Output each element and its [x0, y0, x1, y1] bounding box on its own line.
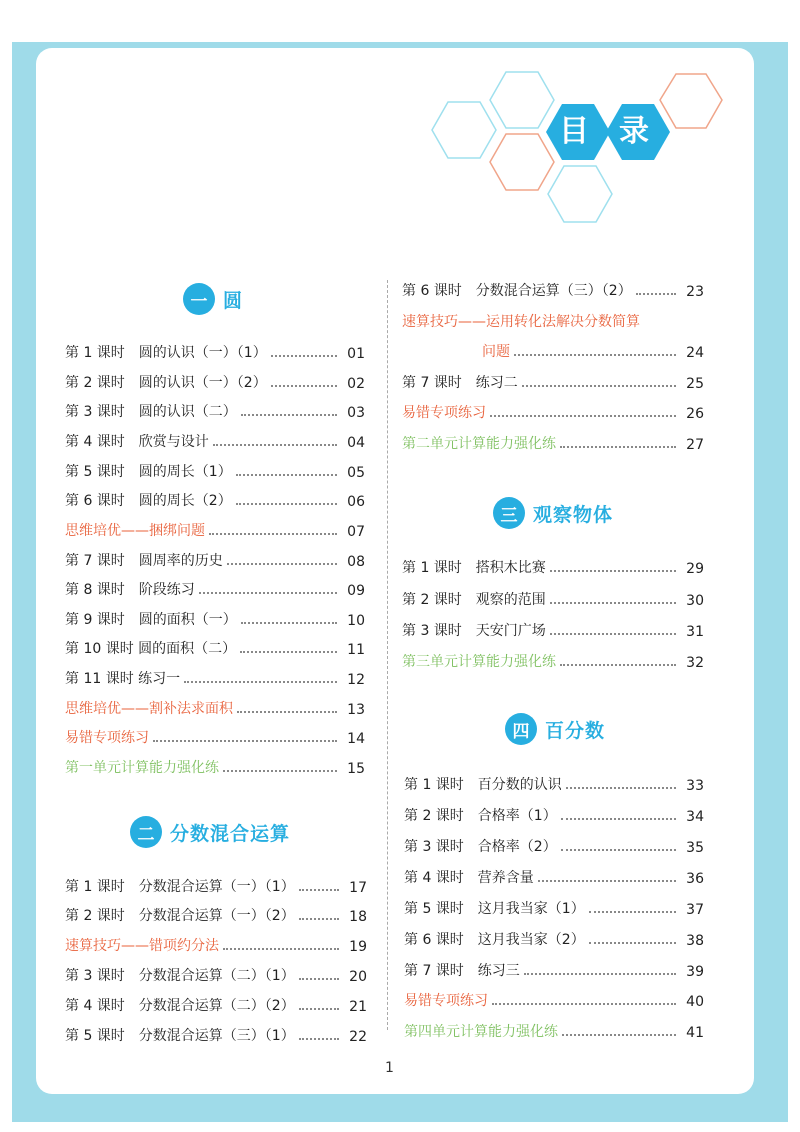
toc-entry-label: 易错专项练习: [404, 993, 488, 1009]
toc-entry[interactable]: [65, 965, 367, 985]
toc-entry-special[interactable]: [65, 757, 365, 777]
dot-leader: [299, 978, 339, 980]
toc-entry-page: 01: [347, 346, 365, 362]
toc-entry[interactable]: [65, 609, 365, 629]
toc-entry[interactable]: [65, 579, 365, 599]
page-number: 1: [385, 1060, 394, 1076]
toc-entry[interactable]: [65, 342, 365, 362]
dot-leader: [271, 385, 337, 387]
toc-entry[interactable]: [65, 550, 365, 570]
toc-entry-label: 第 10 课时 圆的面积（二）: [65, 641, 237, 657]
toc-entry[interactable]: [65, 431, 365, 451]
section-title: 百分数: [545, 719, 606, 742]
toc-entry[interactable]: [65, 461, 365, 481]
toc-entry[interactable]: [402, 589, 704, 609]
toc-entry-page: 19: [349, 939, 367, 955]
toc-entry-page: 23: [686, 284, 704, 300]
toc-entry[interactable]: [404, 898, 704, 918]
toc-entry-label: 第 2 课时 圆的认识（一）（2）: [65, 375, 267, 391]
toc-entry-page: 26: [686, 406, 704, 422]
toc-entry-page: 06: [347, 494, 365, 510]
toc-entry-label: 第 2 课时 合格率（1）: [404, 808, 557, 824]
dot-leader: [240, 651, 337, 653]
dot-leader: [213, 444, 337, 446]
toc-entry-page: 37: [686, 902, 704, 918]
dot-leader: [550, 602, 676, 604]
toc-entry-page: 30: [686, 593, 704, 609]
section-badge: 三: [493, 497, 525, 529]
section-header-2: [130, 816, 290, 848]
toc-title-char-2: 录: [619, 114, 649, 149]
toc-entry[interactable]: [65, 668, 365, 688]
toc-entry-label: 第 7 课时 练习二: [402, 375, 518, 391]
dot-leader: [538, 880, 676, 882]
toc-entry-label: 速算技巧——运用转化法解决分数简算: [402, 314, 640, 330]
toc-entry-page: 34: [686, 809, 704, 825]
toc-entry-page: 18: [349, 909, 367, 925]
toc-entry-label: 第一单元计算能力强化练: [65, 760, 219, 776]
dot-leader: [153, 740, 337, 742]
toc-entry[interactable]: [65, 638, 365, 658]
toc-entry-page: 20: [349, 969, 367, 985]
dot-leader: [237, 711, 337, 713]
dot-leader: [514, 354, 676, 356]
toc-entry-label: 第三单元计算能力强化练: [402, 654, 556, 670]
toc-entry-page: 15: [347, 761, 365, 777]
toc-entry-label: 第 7 课时 练习三: [404, 963, 520, 979]
dot-leader: [561, 849, 676, 851]
toc-entry-page: 02: [347, 376, 365, 392]
toc-entry-label: 易错专项练习: [402, 405, 486, 421]
toc-entry-special[interactable]: [65, 520, 365, 540]
dot-leader: [241, 622, 337, 624]
toc-entry-label: 问题: [482, 344, 510, 360]
section-badge: 一: [183, 283, 215, 315]
toc-entry[interactable]: [402, 557, 704, 577]
dot-leader: [550, 570, 676, 572]
dot-leader: [636, 293, 676, 295]
column-divider: [387, 280, 388, 1030]
toc-entry-label: 第 6 课时 分数混合运算（三）（2）: [402, 283, 632, 299]
toc-entry[interactable]: [65, 372, 365, 392]
toc-entry-label: 第 1 课时 分数混合运算（一）（1）: [65, 879, 295, 895]
toc-entry[interactable]: [404, 774, 704, 794]
toc-entry-page: 10: [347, 613, 365, 629]
toc-entry-page: 14: [347, 731, 365, 747]
toc-entry-page: 09: [347, 583, 365, 599]
section-title: 分数混合运算: [170, 822, 291, 845]
toc-entry-label: 第 3 课时 合格率（2）: [404, 839, 557, 855]
dot-leader: [492, 1003, 676, 1005]
toc-entry-special[interactable]: [402, 651, 704, 671]
dot-leader: [184, 681, 337, 683]
toc-entry-page: 11: [347, 642, 365, 658]
section-badge: 二: [130, 816, 162, 848]
dot-leader: [589, 942, 676, 944]
toc-entry[interactable]: [402, 280, 704, 300]
toc-entry-special[interactable]: [402, 433, 704, 453]
dot-leader: [299, 1038, 339, 1040]
toc-entry-special[interactable]: [482, 341, 704, 361]
toc-entry-label: 第四单元计算能力强化练: [404, 1024, 558, 1040]
toc-entry-page: 17: [349, 880, 367, 896]
toc-entry-page: 25: [686, 376, 704, 392]
toc-entry-page: 27: [686, 437, 704, 453]
toc-entry-label: 易错专项练习: [65, 730, 149, 746]
toc-entry-label: 第 1 课时 圆的认识（一）（1）: [65, 345, 267, 361]
toc-entry-label: 第 11 课时 练习一: [65, 671, 181, 687]
toc-entry-page: 33: [686, 778, 704, 794]
section-header-1: [183, 283, 243, 315]
toc-entry[interactable]: [404, 929, 704, 949]
toc-entry-page: 13: [347, 702, 365, 718]
dot-leader: [236, 474, 337, 476]
toc-entry-label: 第 3 课时 天安门广场: [402, 623, 546, 639]
toc-entry-special[interactable]: [65, 727, 365, 747]
toc-entry-label: 第 5 课时 圆的周长（1）: [65, 464, 232, 480]
dot-leader: [561, 818, 676, 820]
toc-entry-special[interactable]: [65, 698, 365, 718]
toc-entry-label: 第 2 课时 分数混合运算（一）（2）: [65, 908, 295, 924]
toc-entry[interactable]: [404, 805, 704, 825]
toc-entry-page: 35: [686, 840, 704, 856]
toc-entry-label: 第 4 课时 营养含量: [404, 870, 534, 886]
toc-entry-page: 12: [347, 672, 365, 688]
dot-leader: [522, 385, 676, 387]
toc-entry[interactable]: [404, 836, 704, 856]
toc-entry-label: 第 7 课时 圆周率的历史: [65, 553, 223, 569]
dot-leader: [550, 633, 676, 635]
toc-entry[interactable]: [65, 1025, 367, 1045]
toc-entry-label: 第 2 课时 观察的范围: [402, 592, 546, 608]
toc-entry-label: 第 4 课时 分数混合运算（二）（2）: [65, 998, 295, 1014]
dot-leader: [223, 948, 339, 950]
section-header-3: [493, 497, 613, 529]
toc-entry-page: 03: [347, 405, 365, 421]
toc-entry-special[interactable]: [402, 311, 704, 331]
toc-entry-page: 36: [686, 871, 704, 887]
toc-entry-page: 22: [349, 1029, 367, 1045]
toc-entry-page: 07: [347, 524, 365, 540]
toc-entry-label: 思维培优——捆绑问题: [65, 523, 205, 539]
dot-leader: [227, 563, 337, 565]
toc-entry[interactable]: [65, 876, 367, 896]
toc-entry-page: 32: [686, 655, 704, 671]
toc-entry-page: 08: [347, 554, 365, 570]
toc-entry[interactable]: [65, 995, 367, 1015]
toc-entry-page: 41: [686, 1025, 704, 1041]
dot-leader: [299, 889, 339, 891]
section-title: 圆: [223, 289, 244, 312]
toc-entry-label: 思维培优——割补法求面积: [65, 701, 233, 717]
dot-leader: [209, 533, 337, 535]
toc-entry[interactable]: [404, 867, 704, 887]
dot-leader: [562, 1034, 676, 1036]
toc-entry-page: 21: [349, 999, 367, 1015]
toc-entry-label: 第 6 课时 这月我当家（2）: [404, 932, 585, 948]
toc-entry-special[interactable]: [402, 402, 704, 422]
toc-entry-page: 39: [686, 964, 704, 980]
toc-title-char-1: 目: [559, 114, 589, 149]
toc-entry-label: 速算技巧——错项约分法: [65, 938, 219, 954]
dot-leader: [560, 446, 676, 448]
toc-entry-label: 第 1 课时 百分数的认识: [404, 777, 562, 793]
dot-leader: [199, 592, 337, 594]
toc-entry-label: 第 3 课时 圆的认识（二）: [65, 404, 237, 420]
toc-entry-special[interactable]: [404, 1021, 704, 1041]
dot-leader: [589, 911, 676, 913]
dot-leader: [223, 770, 337, 772]
section-header-4: [505, 713, 605, 745]
toc-entry-label: 第二单元计算能力强化练: [402, 436, 556, 452]
dot-leader: [490, 415, 676, 417]
section-title: 观察物体: [533, 503, 614, 526]
toc-entry[interactable]: [65, 905, 367, 925]
section-badge: 四: [505, 713, 537, 745]
dot-leader: [299, 1008, 339, 1010]
toc-entry[interactable]: [65, 401, 365, 421]
dot-leader: [524, 973, 676, 975]
toc-entry-special[interactable]: [65, 935, 367, 955]
toc-entry[interactable]: [404, 960, 704, 980]
dot-leader: [560, 664, 676, 666]
toc-entry-label: 第 4 课时 欣赏与设计: [65, 434, 209, 450]
toc-entry-special[interactable]: [404, 990, 704, 1010]
toc-entry-label: 第 1 课时 搭积木比赛: [402, 560, 546, 576]
toc-entry-page: 40: [686, 994, 704, 1010]
toc-entry[interactable]: [402, 372, 704, 392]
toc-entry-page: 24: [686, 345, 704, 361]
toc-entry-page: 38: [686, 933, 704, 949]
toc-entry-page: 31: [686, 624, 704, 640]
toc-entry-label: 第 8 课时 阶段练习: [65, 582, 195, 598]
toc-entry-label: 第 6 课时 圆的周长（2）: [65, 493, 232, 509]
dot-leader: [241, 414, 337, 416]
toc-entry-label: 第 5 课时 这月我当家（1）: [404, 901, 585, 917]
toc-entry-page: 04: [347, 435, 365, 451]
dot-leader: [271, 355, 337, 357]
toc-entry-page: 29: [686, 561, 704, 577]
toc-entry[interactable]: [65, 490, 365, 510]
toc-entry-label: 第 3 课时 分数混合运算（二）（1）: [65, 968, 295, 984]
dot-leader: [236, 503, 337, 505]
toc-entry-label: 第 9 课时 圆的面积（一）: [65, 612, 237, 628]
toc-entry-label: 第 5 课时 分数混合运算（三）（1）: [65, 1028, 295, 1044]
dot-leader: [299, 918, 339, 920]
toc-entry[interactable]: [402, 620, 704, 640]
dot-leader: [566, 787, 676, 789]
toc-entry-page: 05: [347, 465, 365, 481]
